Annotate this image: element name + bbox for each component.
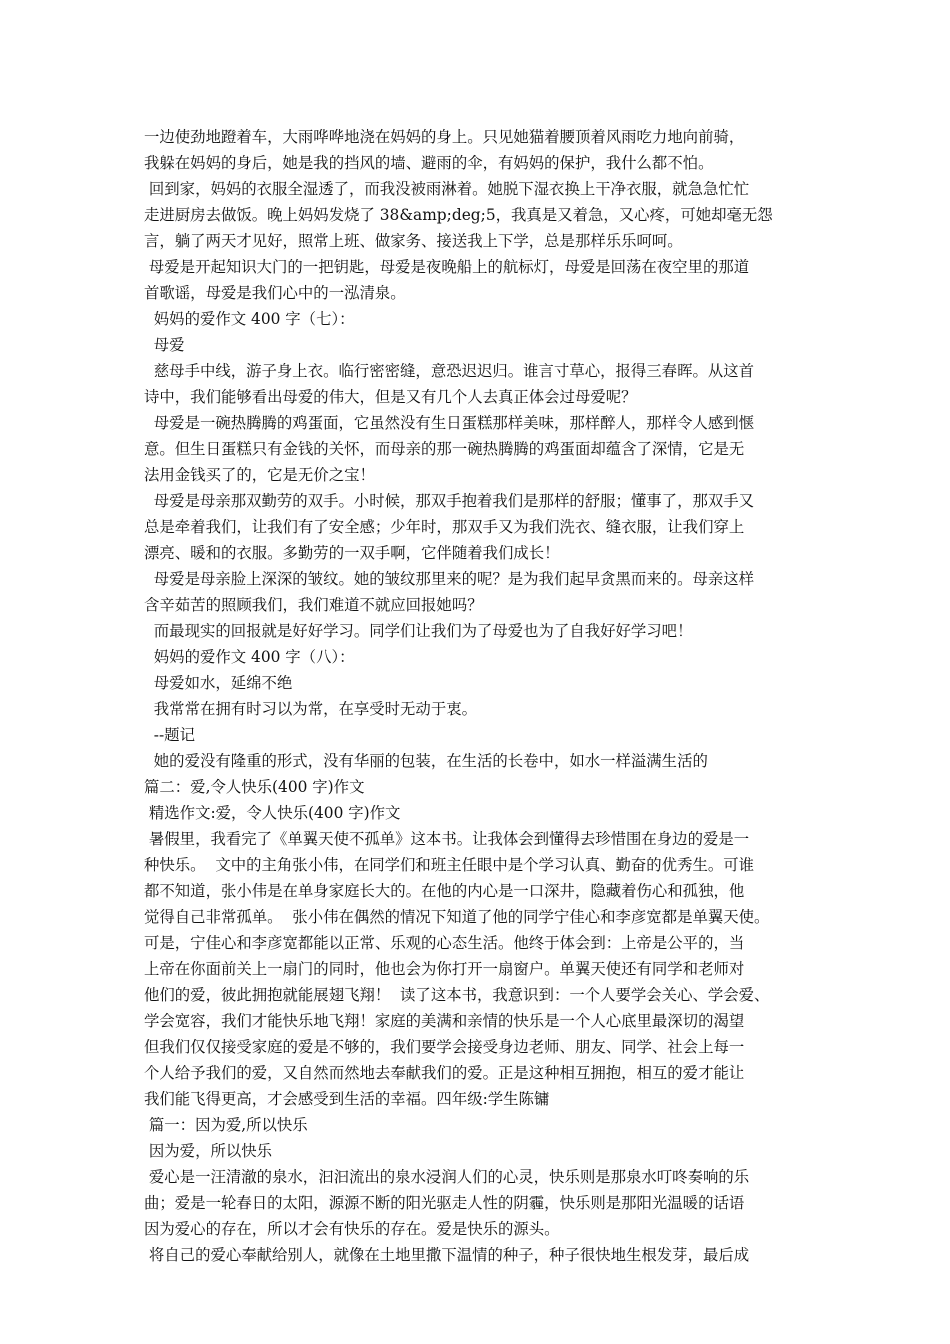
text-line: 我们能飞得更高，才会感受到生活的幸福。四年级:学生陈镛 [144, 1090, 550, 1108]
section-heading: 篇一：因为爱,所以快乐 [144, 1116, 308, 1134]
text-line: 漂亮、暖和的衣服。多勤劳的一双手啊，它伴随着我们成长！ [144, 544, 560, 562]
essay-title: 母爱如水，延绵不绝 [144, 674, 293, 692]
text-line: 总是牵着我们，让我们有了安全感；少年时，那双手又为我们洗衣、缝衣服，让我们穿上 [144, 518, 745, 536]
epigraph-label: --题记 [144, 726, 195, 744]
text-line: 我常常在拥有时习以为常，在享受时无动于衷。 [144, 700, 477, 718]
text-line: 首歌谣，母爱是我们心中的一泓清泉。 [144, 284, 406, 302]
text-line: 个人给予我们的爱，又自然而然地去奉献我们的爱。正是这种相互拥抱，相互的爱才能让 [144, 1064, 745, 1082]
text-line: 母爱是开起知识大门的一把钥匙，母爱是夜晚船上的航标灯，母爱是回荡在夜空里的那道 [144, 258, 750, 276]
text-line: 上帝在你面前关上一扇门的同时，他也会为你打开一扇窗户。单翼天使还有同学和老师对 [144, 960, 745, 978]
text-line: 言，躺了两天才见好，照常上班、做家务、接送我上下学，总是那样乐乐呵呵。 [144, 232, 683, 250]
essay-title: 精选作文:爱，令人快乐(400 字)作文 [144, 804, 401, 822]
text-line: 走进厨房去做饭。晚上妈妈发烧了 38&amp;deg;5，我真是又着急，又心疼，可她却毫无怨 [144, 206, 773, 224]
text-line: 母爱是母亲脸上深深的皱纹。她的皱纹那里来的呢？是为我们起早贪黑而来的。母亲这样 [144, 570, 755, 588]
text-line: 曲；爱是一轮春日的太阳，源源不断的阳光驱走人性的阴霾，快乐则是那阳光温暖的话语 [144, 1194, 745, 1212]
text-line: 一边使劲地蹬着车，大雨哗哗地浇在妈妈的身上。只见她猫着腰顶着风雨吃力地向前骑， [144, 128, 745, 146]
text-line: 都不知道，张小伟是在单身家庭长大的。在他的内心是一口深井，隐藏着伤心和孤独，他 [144, 882, 745, 900]
text-line: 因为爱心的存在，所以才会有快乐的存在。爱是快乐的源头。 [144, 1220, 560, 1238]
text-line: 学会宽容，我们才能快乐地飞翔！家庭的美满和亲情的快乐是一个人心底里最深切的渴望 [144, 1012, 745, 1030]
section-heading: 妈妈的爱作文 400 字（八）： [144, 648, 355, 666]
text-line: 种快乐。 文中的主角张小伟，在同学们和班主任眼中是个学习认真、勤奋的优秀生。可谁 [144, 856, 755, 874]
section-heading: 妈妈的爱作文 400 字（七）： [144, 310, 355, 328]
text-line: 他们的爱，彼此拥抱就能展翅飞翔！ 读了这本书，我意识到：一个人要学会关心、学会爱、 [144, 986, 770, 1004]
essay-title: 因为爱，所以快乐 [144, 1142, 273, 1160]
text-line: 含辛茹苦的照顾我们，我们难道不就应回报她吗？ [144, 596, 483, 614]
text-line: 慈母手中线，游子身上衣。临行密密缝，意恐迟迟归。谁言寸草心，报得三春晖。从这首 [144, 362, 755, 380]
text-line: 觉得自己非常孤单。 张小伟在偶然的情况下知道了他的同学宁佳心和李彦宽都是单翼天使。 [144, 908, 770, 926]
text-line: 爱心是一汪清澈的泉水，汩汩流出的泉水浸润人们的心灵，快乐则是那泉水叮咚奏响的乐 [144, 1168, 750, 1186]
text-line: 母爱是一碗热腾腾的鸡蛋面，它虽然没有生日蛋糕那样美味，那样醉人，那样令人感到惬 [144, 414, 755, 432]
text-line: 我躲在妈妈的身后，她是我的挡风的墙、避雨的伞，有妈妈的保护，我什么都不怕。 [144, 154, 714, 172]
text-line: 母爱是母亲那双勤劳的双手。小时候，那双手抱着我们是那样的舒服；懂事了，那双手又 [144, 492, 755, 510]
text-line: 但我们仅仅接受家庭的爱是不够的，我们要学会接受身边老师、朋友、同学、社会上每一 [144, 1038, 745, 1056]
text-line: 法用金钱买了的，它是无价之宝！ [144, 466, 375, 484]
text-line: 可是，宁佳心和李彦宽都能以正常、乐观的心态生活。他终于体会到：上帝是公平的，当 [144, 934, 745, 952]
text-line: 将自己的爱心奉献给别人，就像在土地里撒下温情的种子，种子很快地生根发芽，最后成 [144, 1246, 750, 1264]
section-heading: 篇二：爱,令人快乐(400 字)作文 [144, 778, 365, 796]
text-line: 暑假里，我看完了《单翼天使不孤单》这本书。让我体会到懂得去珍惜围在身边的爱是一 [144, 830, 750, 848]
document-body [144, 124, 820, 1268]
text-line: 意。但生日蛋糕只有金钱的关怀，而母亲的那一碗热腾腾的鸡蛋面却蕴含了深情，它是无 [144, 440, 745, 458]
text-line: 回到家，妈妈的衣服全湿透了，而我没被雨淋着。她脱下湿衣换上干净衣服，就急急忙忙 [144, 180, 750, 198]
text-line: 她的爱没有隆重的形式，没有华丽的包装，在生活的长卷中，如水一样溢满生活的 [144, 752, 708, 770]
essay-title: 母爱 [144, 336, 185, 354]
text-line: 而最现实的回报就是好好学习。同学们让我们为了母爱也为了自我好好学习吧！ [144, 622, 693, 640]
text-line: 诗中，我们能够看出母爱的伟大，但是又有几个人去真正体会过母爱呢？ [144, 388, 637, 406]
